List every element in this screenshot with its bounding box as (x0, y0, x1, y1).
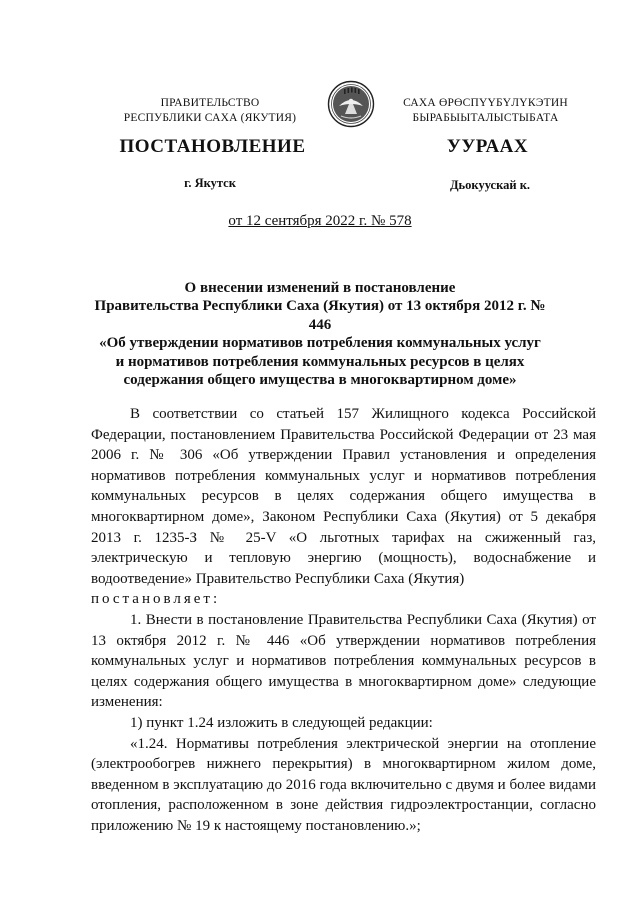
city-russian: г. Якутск (184, 176, 236, 190)
body-paragraph-quote: «1.24. Нормативы потребления электрической энергии на отопление (электрообогрев нижнего перекрытия) в многоквартирном жилом доме, введенном в эксплуатацию до 2016 года включительно с двумя и более видами отопления, расположенном в зоне действия гидроэлектростанции, согласно приложению № 19 к настоящему постановлению.»; (91, 735, 596, 834)
document-date-number (0, 213, 640, 230)
body-paragraph-item-1: 1. Внести в постановление Правительства Республики Саха (Якутия) от 13 октября 2012 г. № 446 «Об утверждении нормативов потребления коммунальных услуг и нормативов потребления коммунальных ресурсов в целях содержания общего имущества в многоквартирном доме» следующие изменения: (91, 611, 596, 711)
city-yakut: Дьокуускай к. (449, 178, 531, 192)
body-paragraph-preamble: В соответствии со статьей 157 Жилищного кодекса Российской Федерации, постановлением Правительства Российской Федерации от 23 мая 2006 г. № 306 «Об утверждении Правил установления и определения нормативов потребления коммунальных услуг и нормативов потребления коммунальных ресурсов в целях содержания общего имущества в многоквартирном доме», Законом Республики Саха (Якутия) от 5 декабря 2013 г. 1235-З № 25-V «О льготных тарифах на сжиженный газ, электрическую и тепловую энергию (мощность), водоснабжение и водоотведение» Правительство Республики Саха (Якутия) (91, 406, 596, 587)
header-left-line2: РЕСПУБЛИКИ САХА (ЯКУТИЯ) (123, 112, 297, 124)
header-left-line1: ПРАВИТЕЛЬСТВО (160, 97, 260, 109)
body-paragraph-subitem-1: 1) пункт 1.24 изложить в следующей редакции: (130, 714, 433, 731)
title-line: и нормативов потребления коммунальных ресурсов в целях (115, 353, 525, 370)
title-line: содержания общего имущества в многоквартирном доме» (123, 372, 517, 389)
document-title (90, 279, 550, 389)
coat-of-arms-emblem-icon (327, 80, 375, 128)
title-line: «Об утверждении нормативов потребления коммунальных услуг (99, 335, 541, 352)
title-line: Правительства Республики Саха (Якутия) от 13 октября 2012 г. № 446 (94, 298, 546, 333)
header-right-line1: САХА ӨРӨСПҮҮБҮЛҮКЭТИН (403, 97, 568, 109)
header-right-authority (373, 96, 598, 126)
body-resolves: постановляет: (91, 591, 221, 608)
doc-type-russian: ПОСТАНОВЛЕНИЕ (119, 136, 306, 157)
title-line: О внесении изменений в постановление (184, 280, 456, 296)
document-body (91, 404, 596, 836)
document-date-text: от 12 сентября 2022 г. № 578 (228, 213, 412, 229)
header-left-authority (100, 96, 320, 126)
doc-type-yakut: УУРААХ (446, 136, 529, 157)
header-right-line2: БЫРАБЫЫТАЛЫСТЫБАТА (412, 112, 559, 124)
